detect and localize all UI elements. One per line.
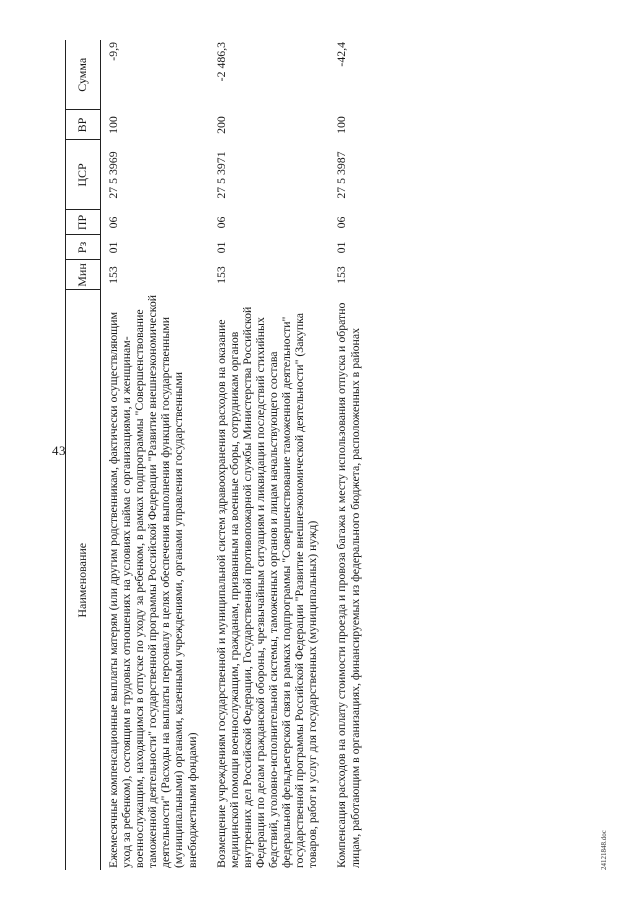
row-name: Ежемесячные компенсационные выплаты матерям (или другим родственникам, фактически осуществляющим уход за ребенком), состоящим в трудовых отношениях на условиях найма с организациями, и женщинам-военнослужащим, находящимся в отпуске по уходу за ребенком, в рамках подпрограммы "Совершенствование таможенной деятельности" государственной программы Российской Федерации "Развитие внешнеэкономической деятельности" (Расходы на выплаты персоналу в целях обеспечения выполнения функций государственными (муниципальными) органами, казенными учреждениями, органами управления государственными внебюджетными фондами) — [106, 294, 199, 868]
row-rz: 01 — [334, 241, 349, 254]
row-pr: 06 — [106, 216, 120, 229]
document-id: 24121848.doc — [600, 830, 608, 870]
header-name: Наименование — [66, 290, 101, 870]
row-pr: 06 — [334, 216, 349, 229]
table-row — [329, 40, 371, 870]
row-name: Возмещение учреждениям государственной и муниципальной систем здравоохранения расходов на оказание медицинской помощи военнослужащим, гражданам, призванным на военные сборы, сотрудникам органов внутренних дел Российской Федерации, Государственной противопожарной службы Министерства Российской Федерации по делам гражданской обороны, чрезвычайным ситуациям и ликвидации последствий стихийных бедствий, уголовно-исполнительной системы, таможенных органов и лицам начальствующего состава федеральной фельдъегерской связи в рамках подпрограммы "Совершенствование таможенной деятельности" государственной программы Российской Федерации "Развитие внешнеэкономической деятельности" (Закупка товаров, работ и услуг для государственных (муниципальных) нужд) — [213, 306, 320, 868]
row-csr: 27 5 3987 — [334, 151, 349, 199]
row-csr: 27 5 3971 — [213, 151, 228, 199]
row-sum: -2 486,3 — [213, 42, 228, 82]
row-vr: 200 — [213, 116, 228, 134]
row-sum: -9,9 — [106, 42, 120, 61]
budget-sheet — [65, 40, 605, 870]
header-pr: ПР — [66, 210, 101, 235]
header-csr: ЦСР — [66, 140, 101, 210]
header-sum: Сумма — [66, 40, 101, 110]
page-number: 43 — [52, 443, 66, 458]
budget-table — [65, 40, 372, 870]
header-rz: Рз — [66, 235, 101, 260]
row-rz: 01 — [213, 241, 228, 254]
row-sum: -42,4 — [334, 42, 349, 67]
row-vr: 100 — [106, 116, 120, 134]
header-vr: ВР — [66, 110, 101, 140]
row-csr: 27 5 3969 — [106, 151, 120, 199]
row-vr: 100 — [334, 116, 349, 134]
table-header-row — [66, 40, 101, 870]
table-row — [209, 40, 330, 870]
row-pr: 06 — [213, 216, 228, 229]
table-row — [101, 40, 209, 870]
header-min: Мин — [66, 260, 101, 290]
row-min: 153 — [334, 266, 349, 284]
row-rz: 01 — [106, 241, 120, 254]
row-min: 153 — [213, 266, 228, 284]
row-name: Компенсация расходов на оплату стоимости проезда и провоза багажа к месту использования отпуска и обратно лицам, работающим в организациях, финансируемых из федерального бюджета, расположенных в районах — [334, 302, 362, 868]
row-min: 153 — [106, 266, 120, 284]
